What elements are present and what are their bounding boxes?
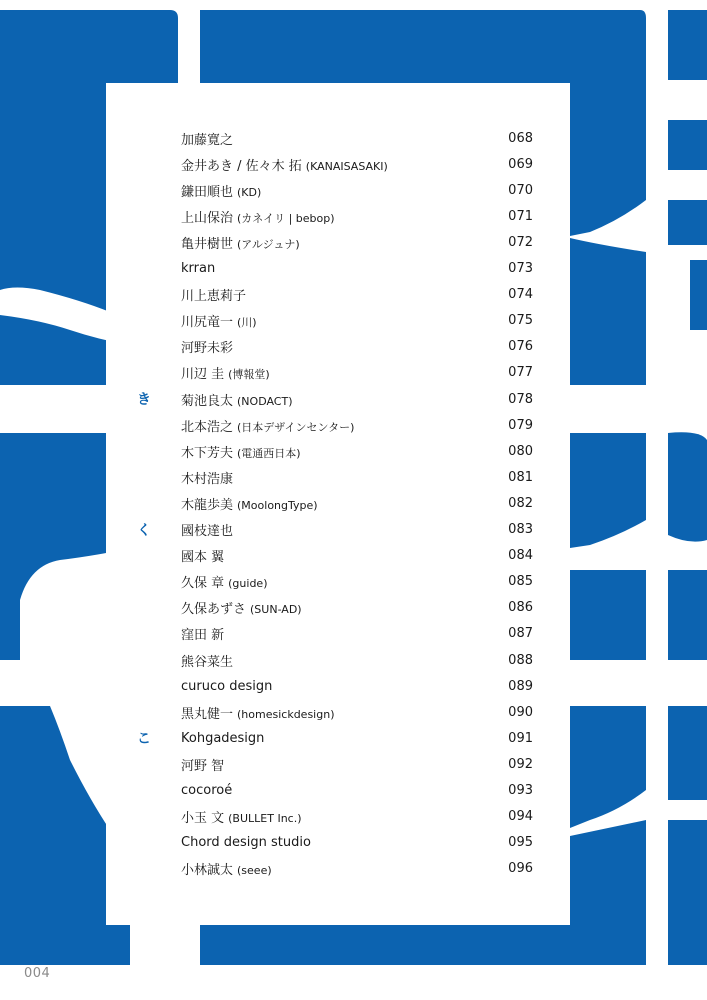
designer-name xyxy=(181,494,318,513)
designer-affiliation: (SUN-AD) xyxy=(250,603,302,617)
designer-name xyxy=(181,598,302,617)
page-number: 004 xyxy=(24,966,51,981)
page-ref: 079 xyxy=(508,417,533,433)
page-ref: 089 xyxy=(508,678,533,694)
index-entry xyxy=(106,490,570,516)
page-ref: 086 xyxy=(508,600,533,616)
designer-name xyxy=(181,624,228,643)
designer-name-main: 菊池良太 xyxy=(181,393,234,409)
designer-name xyxy=(181,363,270,382)
designer-name-main: Chord design studio xyxy=(181,835,311,851)
page-ref: 084 xyxy=(508,548,533,564)
index-entry xyxy=(106,595,570,621)
designer-affiliation: (NODACT) xyxy=(237,394,293,408)
bg-shape-far-right-8 xyxy=(668,820,707,965)
designer-name-main: 窪田 新 xyxy=(181,628,225,644)
designer-name xyxy=(181,155,388,174)
bg-shape-far-right-2 xyxy=(668,120,707,170)
designer-affiliation: (BULLET Inc.) xyxy=(228,812,302,826)
designer-affiliation: (KD) xyxy=(237,185,262,199)
page-ref: 093 xyxy=(508,783,533,798)
index-entry xyxy=(106,308,570,334)
index-entry xyxy=(106,360,570,386)
designer-name-main: 加藤寛之 xyxy=(181,132,234,148)
designer-name xyxy=(181,129,237,148)
page-ref: 075 xyxy=(508,313,533,329)
index-entry xyxy=(106,725,570,751)
designer-name-main: 川辺 圭 xyxy=(181,367,225,383)
designer-name-main: 河野未彩 xyxy=(181,341,234,357)
designer-name-main: 小玉 文 xyxy=(181,811,225,827)
designer-name xyxy=(181,703,334,722)
index-entry xyxy=(106,647,570,673)
page-ref: 077 xyxy=(508,365,533,381)
index-entry xyxy=(106,177,570,203)
designer-name xyxy=(181,311,257,330)
page-ref: 071 xyxy=(508,208,533,224)
index-entry xyxy=(106,334,570,360)
bg-shape-far-right-6 xyxy=(668,570,707,660)
designer-affiliation: (homesickdesign) xyxy=(237,707,335,721)
designer-name-main: 久保あずさ xyxy=(181,602,247,618)
designer-affiliation: (日本デザインセンター) xyxy=(237,420,355,434)
bg-shape-right-3 xyxy=(570,433,646,548)
designer-name-main: 河野 智 xyxy=(181,758,225,774)
kana-heading: こ xyxy=(137,731,151,748)
designer-name xyxy=(181,835,315,850)
bg-shape-right-2 xyxy=(570,238,646,385)
index-entry xyxy=(106,673,570,699)
bg-shape-far-right-3 xyxy=(668,200,707,245)
bg-shape-far-right-1 xyxy=(668,10,707,80)
designer-name-main: 亀井樹世 xyxy=(181,236,234,252)
index-entry xyxy=(106,125,570,151)
designer-name-main: 黒丸健一 xyxy=(181,706,234,722)
index-entry xyxy=(106,699,570,725)
index-panel xyxy=(106,83,570,925)
index-entry xyxy=(106,229,570,255)
designer-name-main: 木龍歩美 xyxy=(181,497,234,513)
designer-name xyxy=(181,416,354,435)
page-ref: 091 xyxy=(508,730,533,746)
page-ref: 076 xyxy=(508,339,533,355)
designer-name xyxy=(181,442,301,461)
index-entry xyxy=(106,804,570,830)
page-ref: 072 xyxy=(508,234,533,250)
designer-name-main: 小林誠太 xyxy=(181,863,234,879)
index-entry xyxy=(106,621,570,647)
index-entry xyxy=(106,751,570,777)
designer-name-main: 木村浩康 xyxy=(181,471,234,487)
designer-name-main: 北本浩之 xyxy=(181,419,234,435)
bg-shape-right-1 xyxy=(570,83,646,236)
designer-name-main: krran xyxy=(181,261,216,276)
designer-name-main: Kohgadesign xyxy=(181,730,265,746)
designer-affiliation: (MoolongType) xyxy=(237,498,318,512)
kana-heading: き xyxy=(137,392,151,408)
designer-name xyxy=(181,207,335,226)
designer-name xyxy=(181,285,250,304)
designer-affiliation: (博報堂) xyxy=(228,368,270,382)
designer-affiliation: (電通西日本) xyxy=(237,446,301,460)
page-ref: 078 xyxy=(508,391,533,407)
page-ref: 087 xyxy=(508,626,533,642)
page-ref: 073 xyxy=(508,261,533,276)
designer-name xyxy=(181,755,228,774)
designer-name xyxy=(181,181,261,200)
index-entry xyxy=(106,438,570,464)
page-ref: 094 xyxy=(508,809,533,825)
page-ref: 096 xyxy=(508,861,533,877)
bg-shape-right-5 xyxy=(570,706,646,828)
page-ref: 070 xyxy=(508,182,533,198)
designer-name-main: 上山保治 xyxy=(181,210,234,226)
designer-name xyxy=(181,520,237,539)
designer-name xyxy=(181,783,236,798)
index-entry xyxy=(106,282,570,308)
page-ref: 081 xyxy=(508,469,533,485)
index-entry xyxy=(106,543,570,569)
page-ref: 074 xyxy=(508,287,533,303)
index-entry xyxy=(106,517,570,543)
designer-name xyxy=(181,807,302,826)
bg-shape-far-right-5 xyxy=(668,432,707,541)
page-ref: 095 xyxy=(508,835,533,851)
designer-name-main: 川尻竜一 xyxy=(181,315,234,331)
page-ref: 088 xyxy=(508,652,533,668)
designer-affiliation: (guide) xyxy=(228,577,268,591)
page-ref: 068 xyxy=(508,130,533,146)
page-ref: 083 xyxy=(508,522,533,537)
page-ref: 082 xyxy=(508,495,533,511)
index-entry xyxy=(106,151,570,177)
designer-name xyxy=(181,468,237,487)
designer-name-main: 川上恵莉子 xyxy=(181,289,247,305)
designer-name xyxy=(181,233,300,252)
designer-name-main: 久保 章 xyxy=(181,576,225,592)
index-entry xyxy=(106,256,570,282)
designer-name-main: 熊谷菜生 xyxy=(181,654,234,670)
designer-affiliation: (アルジュナ) xyxy=(237,237,300,251)
designer-name-main: 鎌田順也 xyxy=(181,184,234,200)
designer-name xyxy=(181,546,228,565)
designer-affiliation: (KANAISASAKI) xyxy=(305,159,388,173)
designer-name xyxy=(181,651,237,670)
page-ref: 085 xyxy=(508,574,533,590)
designer-name-main: 國本 翼 xyxy=(181,550,225,566)
page-ref: 080 xyxy=(508,443,533,459)
designer-name xyxy=(181,572,267,591)
index-entry xyxy=(106,569,570,595)
index-entry xyxy=(106,856,570,882)
kana-heading: く xyxy=(137,522,151,539)
bg-shape-right-4 xyxy=(570,570,646,660)
index-entry xyxy=(106,830,570,856)
designer-name xyxy=(181,390,293,409)
index-entry xyxy=(106,464,570,490)
designer-name-main: curuco design xyxy=(181,678,273,694)
designer-name-main: cocoroé xyxy=(181,783,233,798)
page-ref: 090 xyxy=(508,704,533,720)
designer-name xyxy=(181,337,237,356)
designer-name-main: 木下芳夫 xyxy=(181,445,234,461)
designer-affiliation: (カネイリ | bebop) xyxy=(237,211,335,225)
designer-name xyxy=(181,261,219,276)
designer-name xyxy=(181,731,268,746)
designer-name xyxy=(181,679,276,694)
index-entry xyxy=(106,203,570,229)
index-entry xyxy=(106,386,570,412)
bg-shape-top-band xyxy=(200,10,646,83)
designer-name-main: 金井あき / 佐々木 拓 xyxy=(181,158,302,174)
designer-name-main: 國枝達也 xyxy=(181,524,234,539)
bg-shape-far-right-7 xyxy=(668,706,707,800)
page-ref: 092 xyxy=(508,756,533,772)
designer-affiliation: (seee) xyxy=(237,864,272,878)
index-entry xyxy=(106,412,570,438)
page-ref: 069 xyxy=(508,156,533,172)
designer-affiliation: (川) xyxy=(237,316,257,330)
designer-name xyxy=(181,859,272,878)
bg-shape-far-right-4 xyxy=(690,260,707,330)
index-entry xyxy=(106,778,570,804)
